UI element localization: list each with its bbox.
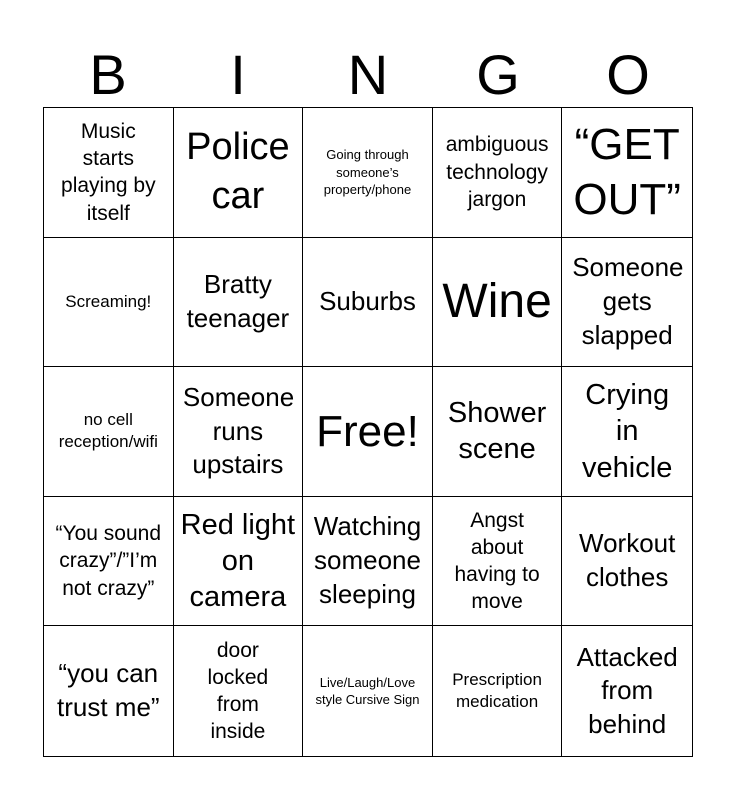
bingo-cell[interactable] <box>562 238 692 368</box>
bingo-cell[interactable] <box>433 367 563 497</box>
bingo-cell[interactable] <box>44 626 174 756</box>
bingo-cell[interactable] <box>433 626 563 756</box>
bingo-cell[interactable] <box>562 367 692 497</box>
bingo-cell-text: Free! <box>316 406 419 456</box>
bingo-cell[interactable] <box>44 367 174 497</box>
bingo-cell[interactable] <box>174 626 304 756</box>
bingo-cell[interactable] <box>44 497 174 627</box>
bingo-cell-text: Prescription medication <box>452 670 542 712</box>
bingo-cell[interactable] <box>303 497 433 627</box>
bingo-cell-text: door locked from inside <box>207 638 269 744</box>
bingo-cell[interactable] <box>562 626 692 756</box>
bingo-header <box>43 45 693 105</box>
bingo-cell-text: Workout clothes <box>579 528 676 593</box>
bingo-cell[interactable] <box>174 367 304 497</box>
bingo-cell[interactable] <box>433 497 563 627</box>
bingo-cell-text: Police car <box>186 125 290 218</box>
bingo-cell[interactable] <box>174 497 304 627</box>
bingo-cell[interactable] <box>303 108 433 238</box>
bingo-cell-text: Someone runs upstairs <box>182 381 295 480</box>
bingo-cell[interactable] <box>44 238 174 368</box>
bingo-cell-text: Shower scene <box>447 397 547 466</box>
bingo-cell-text: Music starts playing by itself <box>61 119 156 225</box>
bingo-cell[interactable] <box>433 108 563 238</box>
bingo-cell-text: Suburbs <box>319 285 416 316</box>
bingo-cell-text: Someone gets slapped <box>572 252 684 350</box>
bingo-cell-text: Screaming! <box>65 291 152 311</box>
bingo-cell-text: Wine <box>442 275 552 329</box>
bingo-cell[interactable] <box>562 497 692 627</box>
bingo-cell[interactable] <box>44 108 174 238</box>
bingo-cell-text: Live/Laugh/Love style Cursive Sign <box>315 674 420 708</box>
bingo-cell[interactable] <box>303 626 433 756</box>
bingo-cell-text: “You sound crazy”/”I’m not crazy” <box>55 522 162 600</box>
bingo-cell-text: Angst about having to move <box>454 508 540 614</box>
header-letter-o: O <box>606 43 650 106</box>
bingo-cell-text: ambiguous technology jargon <box>445 133 549 211</box>
bingo-cell-text: Red light on camera <box>180 508 296 614</box>
bingo-cell[interactable] <box>433 238 563 368</box>
bingo-cell[interactable] <box>562 108 692 238</box>
bingo-cell-text: no cell reception/wifi <box>58 410 158 452</box>
bingo-cell-text: Going through someone’s property/phone <box>323 146 412 198</box>
bingo-cell-text: Watching someone sleeping <box>313 511 422 609</box>
bingo-board <box>43 107 693 757</box>
header-letter-i: I <box>230 43 246 106</box>
header-letter-b: B <box>89 43 127 106</box>
header-letter-g: G <box>476 43 520 106</box>
bingo-cell-text: Bratty teenager <box>186 269 290 333</box>
bingo-cell-text: Crying in vehicle <box>582 379 673 484</box>
bingo-cell-text: “you can trust me” <box>57 658 160 723</box>
bingo-cell[interactable] <box>303 238 433 368</box>
bingo-cell[interactable] <box>174 108 304 238</box>
bingo-cell[interactable] <box>303 367 433 497</box>
header-letter-n: N <box>347 43 389 106</box>
bingo-cell-text: Attacked from behind <box>576 641 678 740</box>
bingo-cell-text: “GET OUT” <box>573 120 681 225</box>
bingo-cell[interactable] <box>174 238 304 368</box>
